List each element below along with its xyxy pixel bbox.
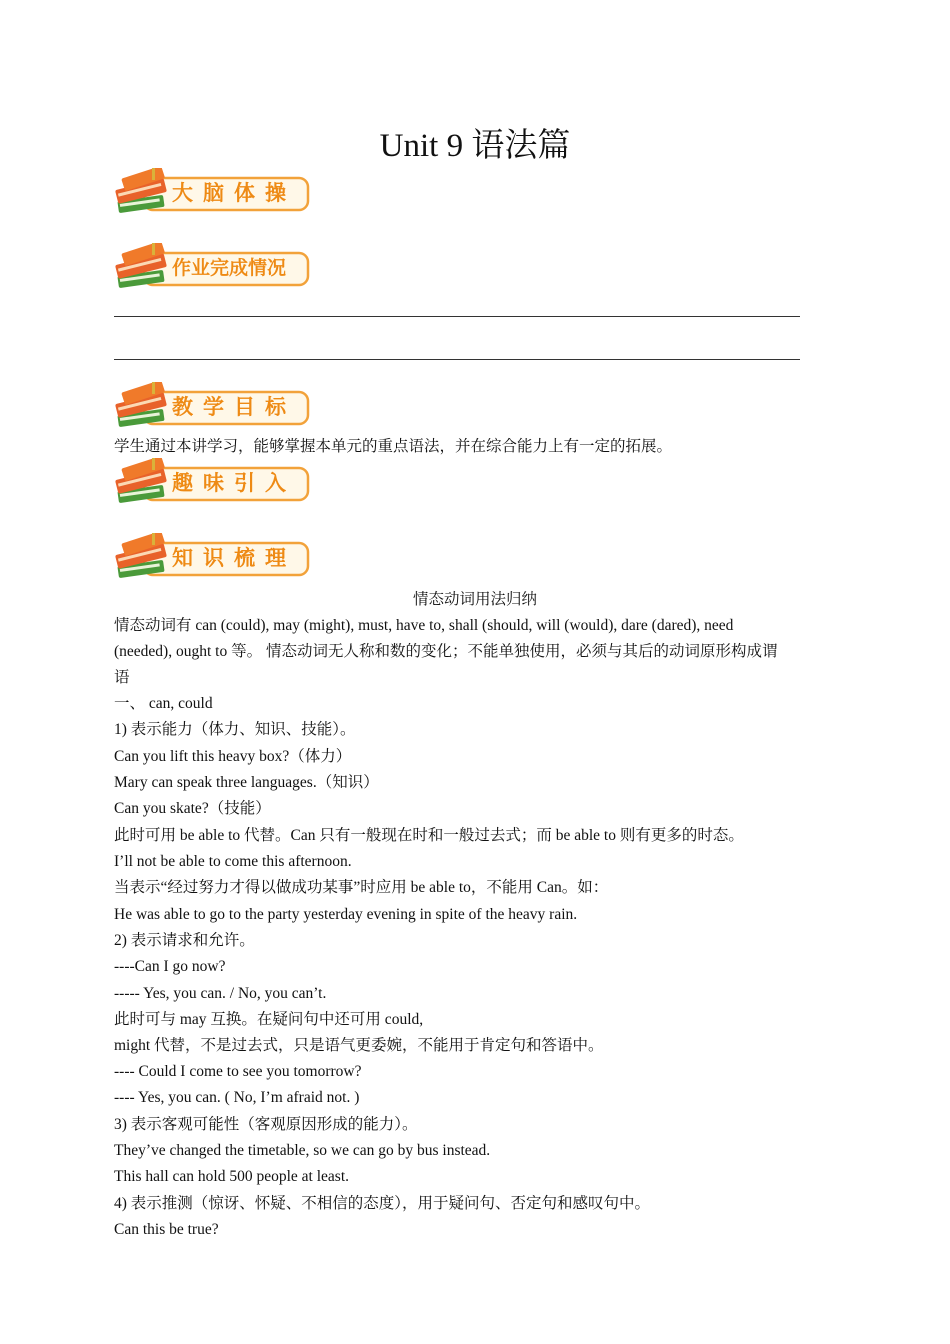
body-line: 语 <box>114 669 130 686</box>
body-line: Can you skate?（技能） <box>114 800 271 817</box>
section-label: 大脑体操 <box>172 181 296 205</box>
body-line: 此时可用 be able to 代替。Can 只有一般现在时和一般过去式；而 be able to 则有更多的时态。 <box>114 827 744 844</box>
body-line: 情态动词有 can (could), may (might), must, have to, shall (should, will (would), dare (dared), need <box>114 617 734 634</box>
body-line: He was able to go to the party yesterday evening in spite of the heavy rain. <box>114 906 578 923</box>
body-line: 3) 表示客观可能性（客观原因形成的能力）。 <box>114 1116 418 1133</box>
section-banner-fun-intro <box>114 458 310 508</box>
body-line: might 代替，不是过去式，只是语气更委婉，不能用于肯定句和答语中。 <box>114 1037 604 1054</box>
body-line: ----- Yes, you can. / No, you can’t. <box>114 985 327 1002</box>
section-label: 教学目标 <box>172 395 296 419</box>
section-label: 趣味引入 <box>172 471 296 495</box>
body-line: ---- Could I come to see you tomorrow? <box>114 1063 362 1080</box>
section-label: 知识梳理 <box>172 546 296 570</box>
body-line: ----Can I go now? <box>114 958 226 975</box>
body-line: They’ve changed the timetable, so we can go by bus instead. <box>114 1142 491 1159</box>
body-line: Can this be true? <box>114 1221 219 1238</box>
body-line: 2) 表示请求和允许。 <box>114 932 255 949</box>
section-banner-brain-exercise <box>114 168 310 218</box>
section-label: 作业完成情况 <box>172 257 287 279</box>
body-line: This hall can hold 500 people at least. <box>114 1168 350 1185</box>
goal-text: 学生通过本讲学习，能够掌握本单元的重点语法，并在综合能力上有一定的拓展。 <box>114 438 673 455</box>
body-line: I’ll not be able to come this afternoon. <box>114 853 352 870</box>
section-banner-knowledge <box>114 533 310 583</box>
body-line: 4) 表示推测（惊讶、怀疑、不相信的态度），用于疑问句、否定句和感叹句中。 <box>114 1195 651 1212</box>
body-line: 1) 表示能力（体力、知识、技能）。 <box>114 721 356 738</box>
section-banner-teaching-goals <box>114 382 310 432</box>
body-line: 此时可与 may 互换。在疑问句中还可用 could, <box>114 1011 424 1028</box>
section-subtitle: 情态动词用法归纳 <box>412 591 537 608</box>
body-line: Mary can speak three languages.（知识） <box>114 774 379 791</box>
body-line: Can you lift this heavy box?（体力） <box>114 748 352 765</box>
body-line: (needed), ought to 等。 情态动词无人称和数的变化；不能单独使用，必须与其后的动词原形构成谓 <box>114 643 778 660</box>
body-line: ---- Yes, you can. ( No, I’m afraid not. ) <box>114 1089 360 1106</box>
body-line: 一、 can, could <box>114 695 213 712</box>
page-title: Unit 9 语法篇 <box>379 128 571 164</box>
answer-line <box>114 359 800 360</box>
answer-line <box>114 316 800 317</box>
body-line: 当表示“经过努力才得以做成功某事”时应用 be able to，不能用 Can。如： <box>114 879 609 896</box>
section-banner-homework <box>114 243 310 293</box>
